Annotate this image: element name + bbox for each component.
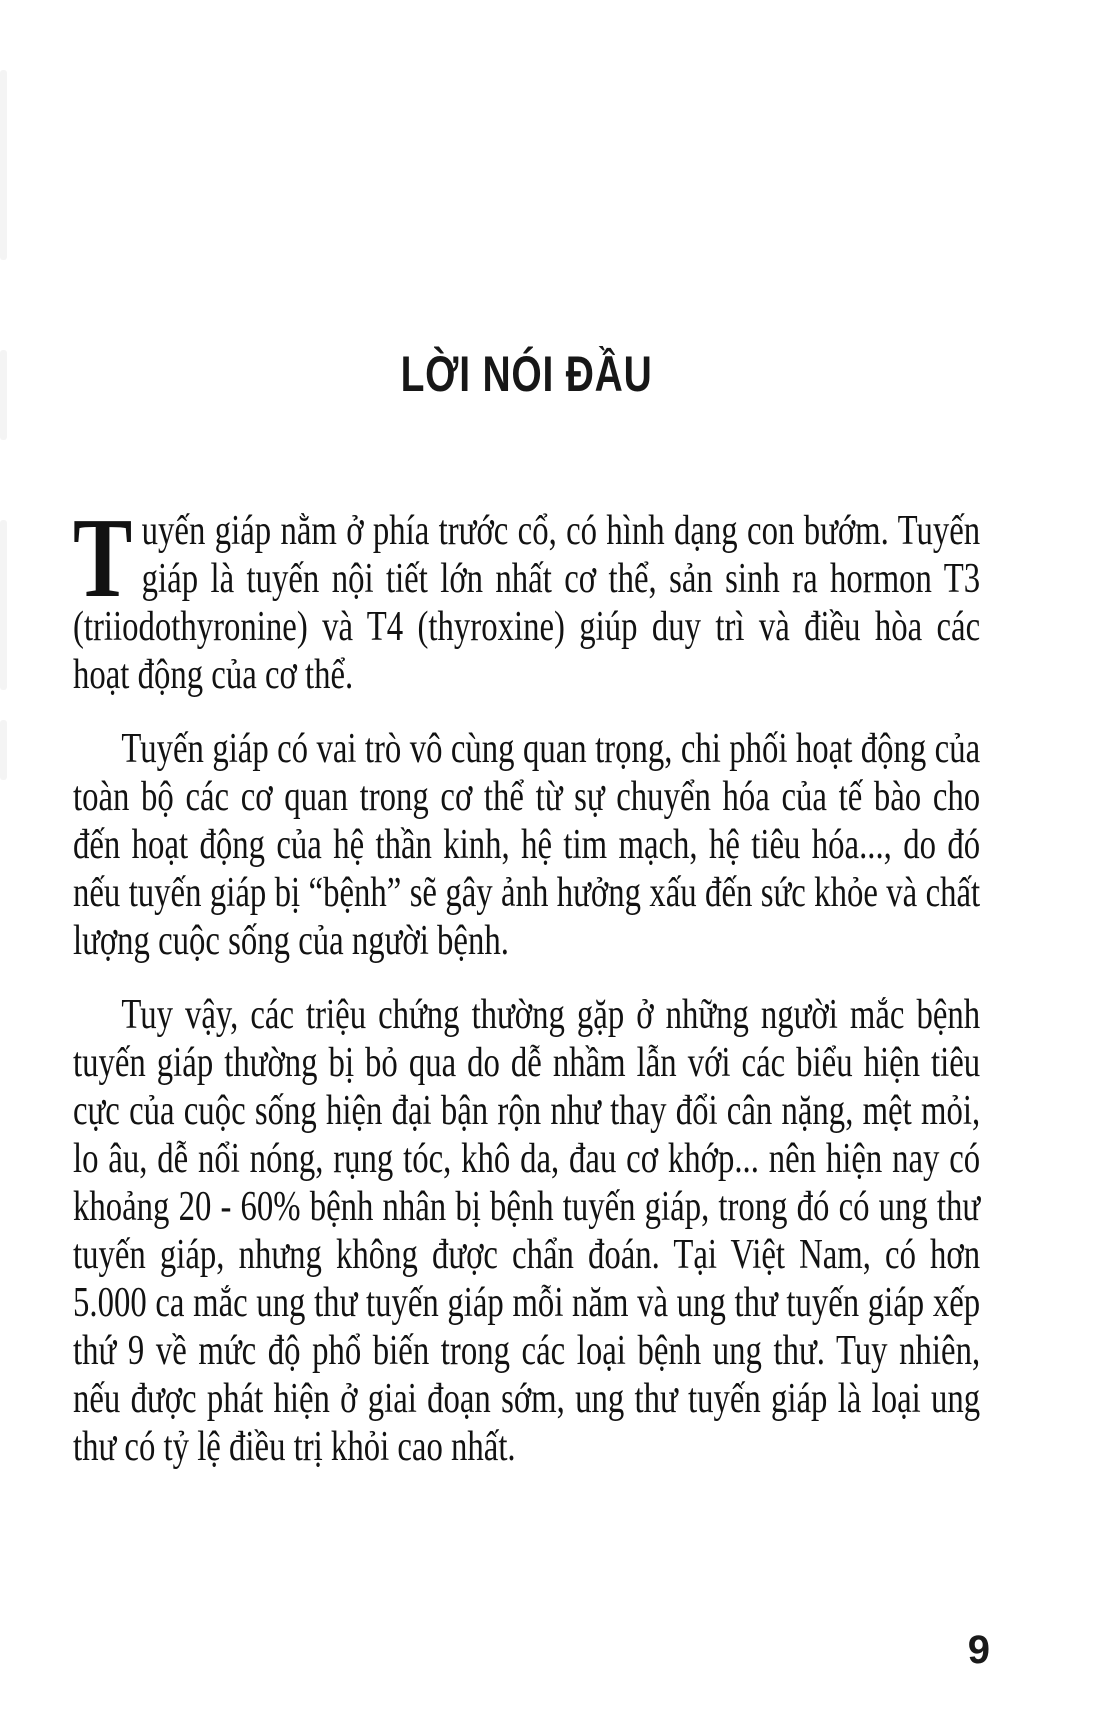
drop-cap: T [73, 494, 133, 621]
scan-artifact [0, 350, 7, 440]
paragraph-text: uyến giáp nằm ở phía trước cổ, có hình dạng con bướm. Tuyến giáp là tuyến nội tiết lớn nhất cơ thể, sản sinh ra hormon T3 (triiodothyronine) và T4 (thyroxine) giúp duy trì và điều hòa các hoạt động của cơ thể. [73, 508, 981, 698]
scan-artifact [0, 720, 7, 780]
page-title: LỜI NÓI ĐẦU [400, 346, 653, 402]
paragraph: Tuy vậy, các triệu chứng thường gặp ở những người mắc bệnh tuyến giáp thường bị bỏ qua do dễ nhầm lẫn với các biểu hiện tiêu cực của cuộc sống hiện đại bận rộn như thay đổi cân nặng, mệt mỏi, lo âu, dễ nổi nóng, rụng tóc, khô da, đau cơ khớp... nên hiện nay có khoảng 20 - 60% bệnh nhân bị bệnh tuyến giáp, trong đó có ung thư tuyến giáp, nhưng không được chẩn đoán. Tại Việt Nam, có hơn 5.000 ca mắc ung thư tuyến giáp mỗi năm và ung thư tuyến giáp xếp thứ 9 về mức độ phổ biến trong các loại bệnh ung thư. Tuy nhiên, nếu được phát hiện ở giai đoạn sớm, ung thư tuyến giáp là loại ung thư có tỷ lệ điều trị khỏi cao nhất. [73, 992, 981, 1470]
page-number: 9 [967, 1628, 990, 1672]
paragraph: Tuyến giáp có vai trò vô cùng quan trọng, chi phối hoạt động của toàn bộ các cơ quan trong cơ thể từ sự chuyển hóa của tế bào cho đến hoạt động của hệ thần kinh, hệ tim mạch, hệ tiêu hóa..., do đó nếu tuyến giáp bị “bệnh” sẽ gây ảnh hưởng xấu đến sức khỏe và chất lượng cuộc sống của người bệnh. [73, 726, 981, 964]
scan-artifact [0, 520, 7, 690]
scan-artifact [0, 70, 7, 260]
page-content [73, 345, 980, 1497]
paragraph [73, 494, 981, 699]
